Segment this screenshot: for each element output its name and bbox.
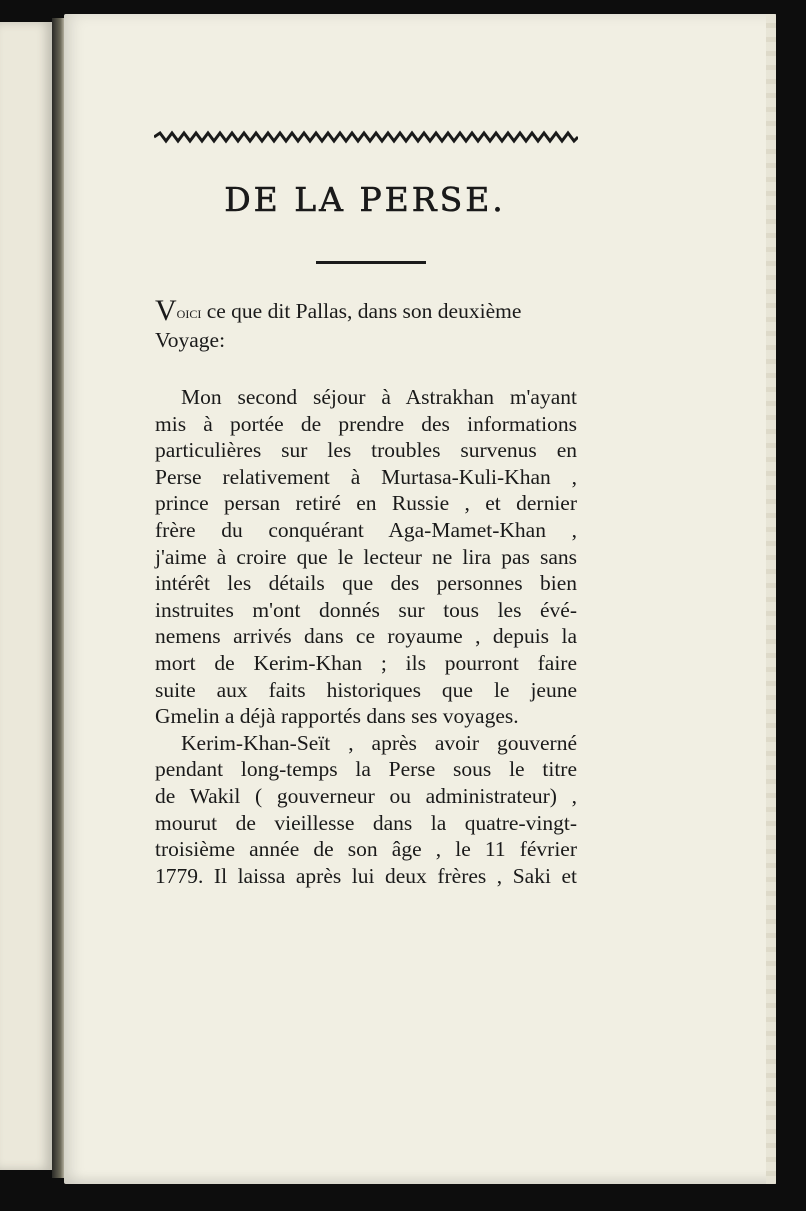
left-page-edge	[0, 22, 53, 1170]
paragraph-2-line: Kerim-Khan-Seït , après avoir gouverné	[181, 730, 577, 755]
paragraph-2-line: pendant long-temps la Perse sous le titre	[155, 757, 577, 782]
paragraph-1-line: Perse relativement à Murtasa-Kuli-Khan ,	[155, 464, 577, 489]
intro-line-1	[155, 294, 577, 327]
paragraph-2-line: troisième année de son âge , le 11 février	[155, 837, 577, 862]
paragraph-1-line: frère du conquérant Aga-Mamet-Khan ,	[155, 517, 577, 542]
ornament-rule	[154, 130, 578, 144]
paragraph-2-line: 1779. Il laissa après lui deux frères , Saki et	[155, 863, 577, 888]
intro-smallcaps: oici	[176, 303, 202, 322]
paragraph-1-line: prince persan retiré en Russie , et dernier	[155, 491, 577, 516]
drop-cap: V	[155, 294, 177, 327]
paragraph-1-line: Gmelin a déjà rapportés dans ses voyages.	[155, 704, 519, 729]
intro-line-2: Voyage:	[155, 327, 226, 352]
paragraph-1-line: intérêt les détails que des personnes bien	[155, 571, 577, 596]
paragraph-1-line: j'aime à croire que le lecteur ne lira pas sans	[155, 544, 577, 569]
intro-paragraph	[155, 294, 577, 353]
body-text	[155, 384, 577, 889]
paragraph-1-line: mort de Kerim-Khan ; ils pourront faire	[155, 650, 577, 675]
paragraph-2-line: de Wakil ( gouverneur ou administrateur) ,	[155, 783, 577, 808]
paragraph-2-line: mourut de vieillesse dans la quatre-vingt-	[155, 810, 577, 835]
title-rule	[316, 261, 426, 264]
paragraph-1-line: suite aux faits historiques que le jeune	[155, 677, 577, 702]
page-title: DE LA PERSE.	[224, 180, 506, 219]
paragraph-1-line: instruites m'ont donnés sur tous les évé-	[155, 597, 577, 622]
paragraph-1-line: particulières sur les troubles survenus en	[155, 438, 577, 463]
intro-line-1-rest: ce que dit Pallas, dans son deuxième	[201, 299, 522, 323]
paragraph-1-line: nemens arrivés dans ce royaume , depuis la	[155, 624, 577, 649]
paragraph-1-line: mis à portée de prendre des informations	[155, 411, 577, 436]
paragraph-1-line: Mon second séjour à Astrakhan m'ayant	[181, 385, 577, 409]
